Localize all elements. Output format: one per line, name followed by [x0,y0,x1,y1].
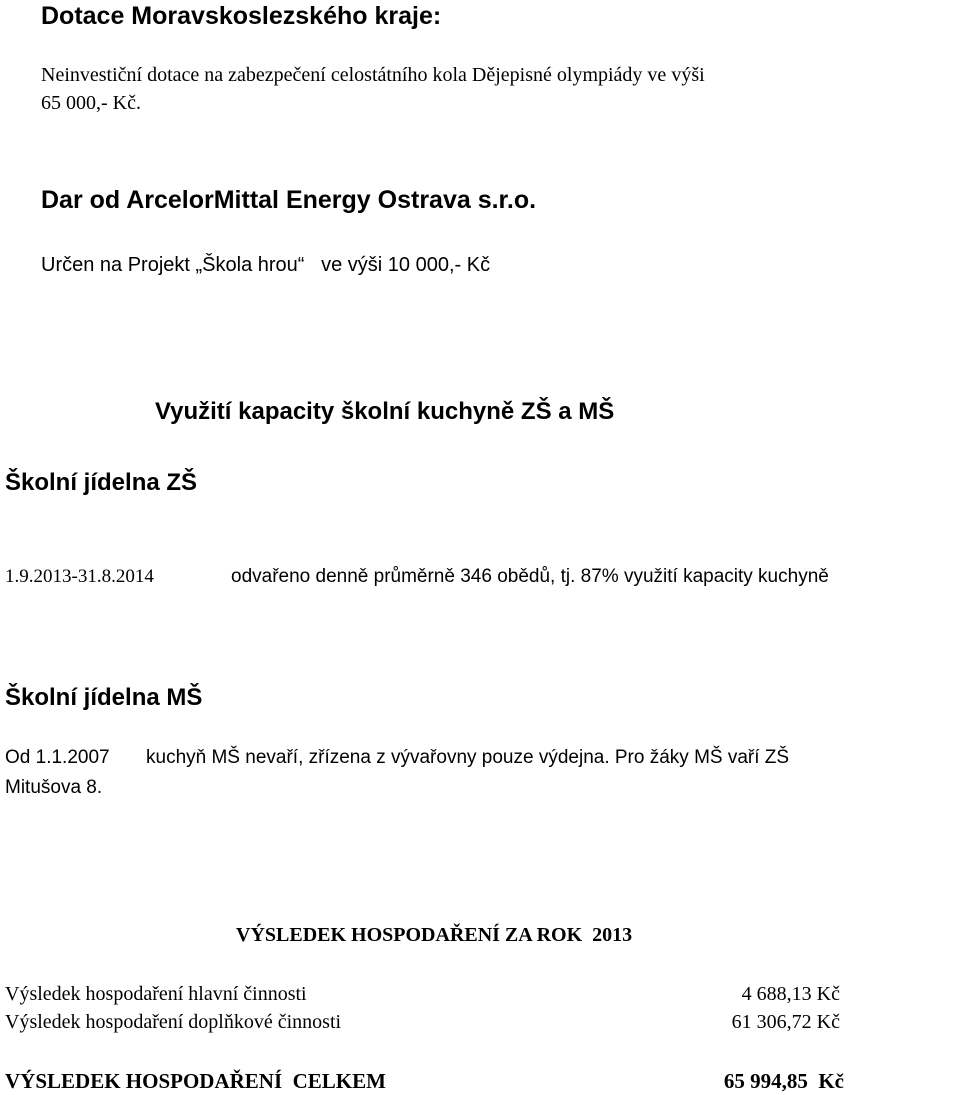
dotace-text-line-1: Neinvestiční dotace na zabezpečení celostátního kola Dějepisné olympiády ve výši [41,64,705,86]
ms-heading: Školní jídelna MŠ [5,684,203,711]
ms-date: Od 1.1.2007 [5,747,110,768]
dotace-text-line-2: 65 000,- Kč. [41,92,141,114]
dar-heading: Dar od ArcelorMittal Energy Ostrava s.r.o. [41,186,537,214]
ms-text: kuchyň MŠ nevaří, zřízena z vývařovny pouze výdejna. Pro žáky MŠ vaří ZŠ [146,747,790,768]
result-row-value: 61 306,72 Kč [731,1011,840,1033]
total-label: VÝSLEDEK HOSPODAŘENÍ CELKEM [5,1069,386,1093]
vysledek-heading: VÝSLEDEK HOSPODAŘENÍ ZA ROK 2013 [236,924,633,946]
result-row-value: 4 688,13 Kč [741,983,840,1005]
zs-text: odvařeno denně průměrně 346 obědů, tj. 87% využití kapacity kuchyně [231,566,829,587]
kapacita-heading: Využití kapacity školní kuchyně ZŠ a MŠ [155,398,615,425]
total-value: 65 994,85 Kč [723,1069,844,1093]
result-row-label: Výsledek hospodaření hlavní činnosti [5,983,307,1005]
dar-text-line: Určen na Projekt „Škola hrou“ ve výši 10 000,- Kč [41,254,491,276]
ms-text-line-1 [5,747,789,769]
ms-text-line-2: Mitušova 8. [5,777,103,798]
result-row-label: Výsledek hospodaření doplňkové činnosti [5,1011,342,1033]
zs-heading: Školní jídelna ZŠ [5,469,198,496]
dotace-heading: Dotace Moravskoslezského kraje: [41,2,442,30]
zs-period: 1.9.2013-31.8.2014 [5,566,154,587]
